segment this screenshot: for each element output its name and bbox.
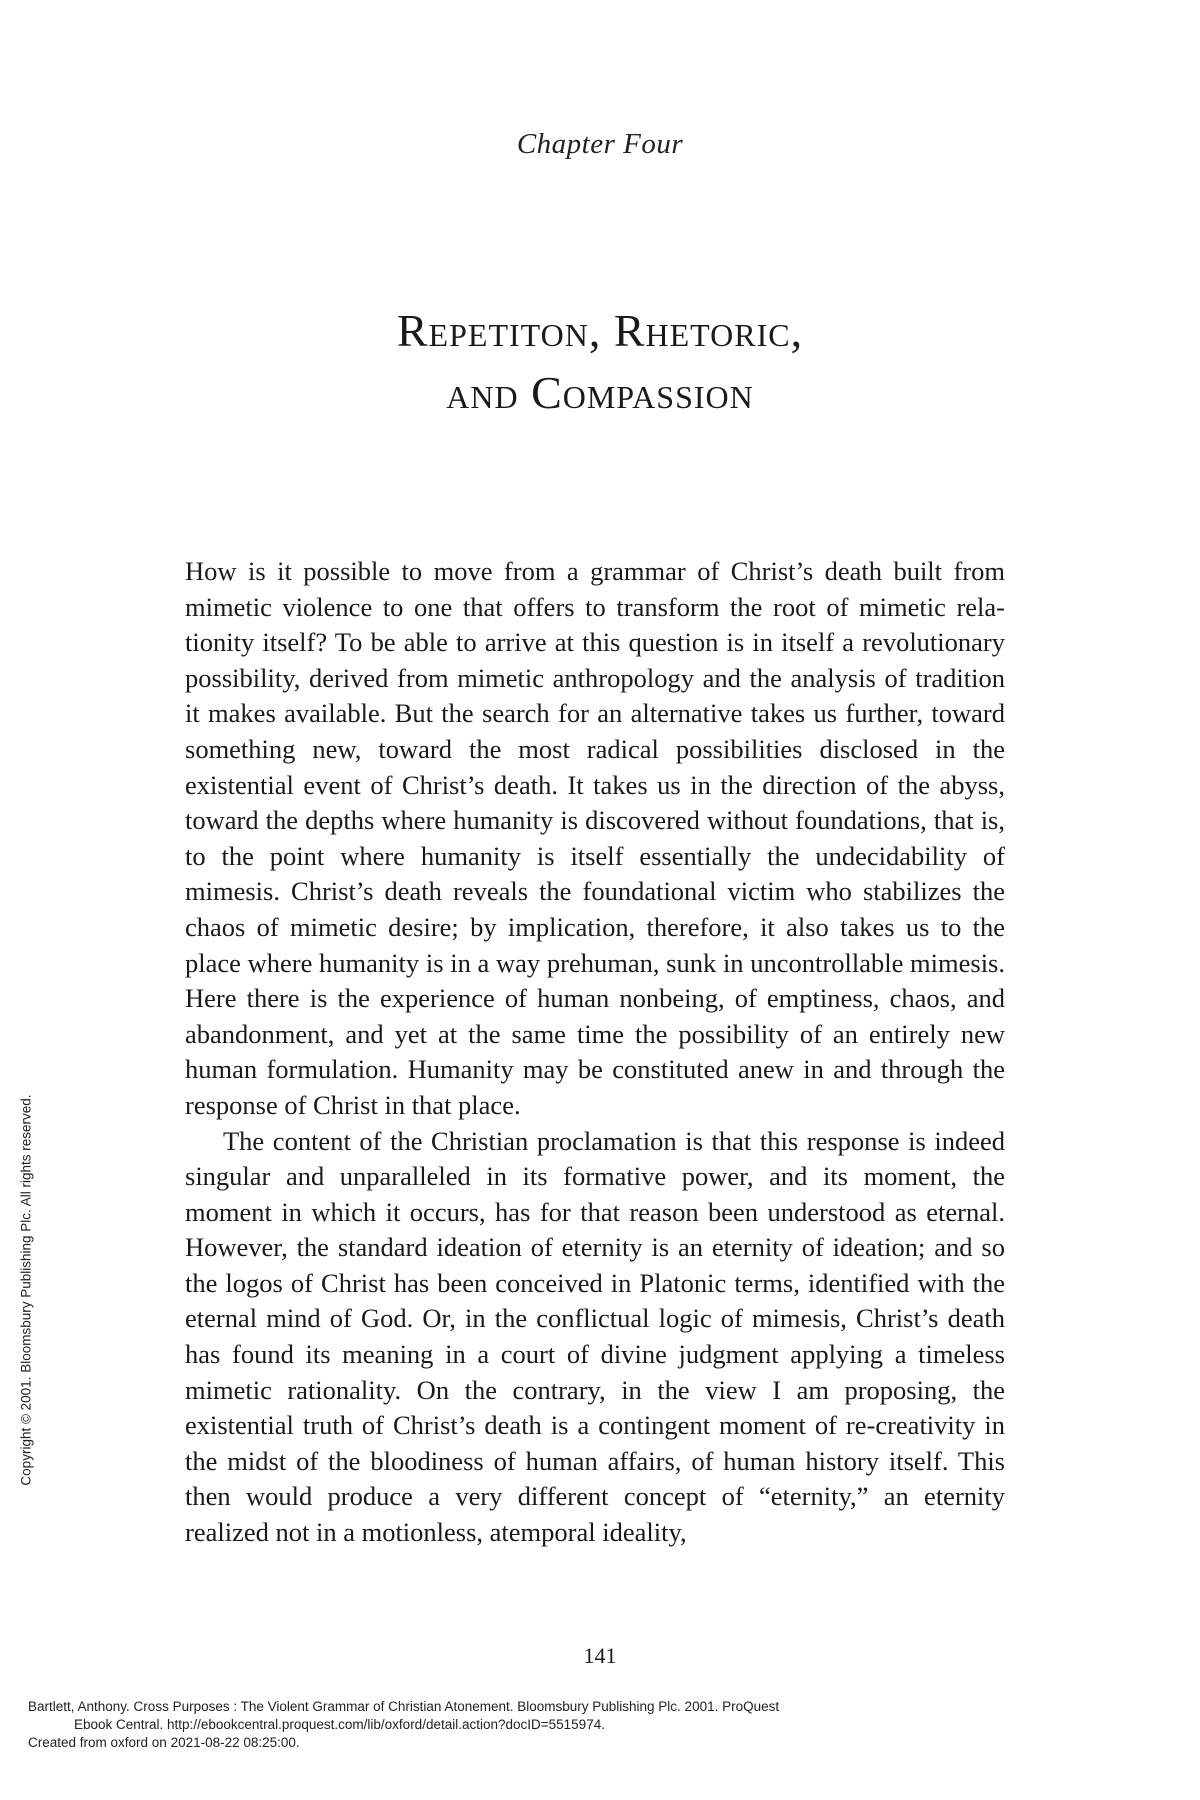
body-text — [185, 554, 1005, 1551]
chapter-title-line-2: and Compassion — [446, 367, 754, 418]
citation-line-2: Ebook Central. http://ebookcentral.proquest.com/lib/oxford/detail.action?docID=5515974. — [74, 1717, 605, 1732]
paragraph: How is it possible to move from a grammar of Christ’s death built from mimetic violence to one that offers to transform the root of mimetic relationity itself? To be able to arrive at this question is in itself a revolutionary possibility, derived from mimetic anthropology and the analysis of tradition it makes available. But the search for an alternative takes us further, toward something new, toward the most radical possibilities disclosed in the existential event of Christ’s death. It takes us in the direction of the abyss, toward the depths where humanity is discovered without foundations, that is, to the point where humanity is itself essentially the undecidability of mimesis. Christ’s death reveals the foundational victim who stabilizes the chaos of mimetic desire; by implication, therefore, it also takes us to the place where humanity is in a way prehuman, sunk in uncontrollable mimesis. Here there is the experience of human nonbeing, of emptiness, chaos, and abandonment, and yet at the same time the possibility of an entirely new human formulation. Humanity may be constituted anew in and through the response of Christ in that place. — [185, 556, 1005, 1120]
chapter-title-line-1: Repetiton, Rhetoric, — [396, 305, 804, 356]
citation-line-3: Created from oxford on 2021-08-22 08:25:00. — [28, 1735, 300, 1750]
citation-line-1: Bartlett, Anthony. Cross Purposes : The Violent Grammar of Christian Atonement. Bloomsbury Publishing Plc. 2001. ProQuest — [28, 1699, 780, 1714]
citation-footer — [28, 1698, 1178, 1752]
copyright-notice: Copyright © 2001. Bloomsbury Publishing Plc. All rights reserved. — [18, 1094, 34, 1486]
chapter-title — [0, 300, 1200, 424]
paragraph: The content of the Christian proclamation is that this response is indeed singular and unparalleled in its formative power, and its moment, the moment in which it occurs, has for that reason been understood as eternal. However, the standard ideation of eternity is an eternity of ideation; and so the logos of Christ has been conceived in Platonic terms, identified with the eternal mind of God. Or, in the conflictual logic of mimesis, Christ’s death has found its meaning in a court of divine judgment applying a timeless mimetic rationality. On the contrary, in the view I am proposing, the existential truth of Christ’s death is a contingent moment of re-creativity in the midst of the bloodiness of human affairs, of human history itself. This then would produce a very different concept of “eternity,” an eternity realized not in a motionless, atemporal ideality, — [185, 1125, 1005, 1548]
page-number: 141 — [583, 1643, 617, 1668]
chapter-label: Chapter Four — [516, 128, 684, 160]
